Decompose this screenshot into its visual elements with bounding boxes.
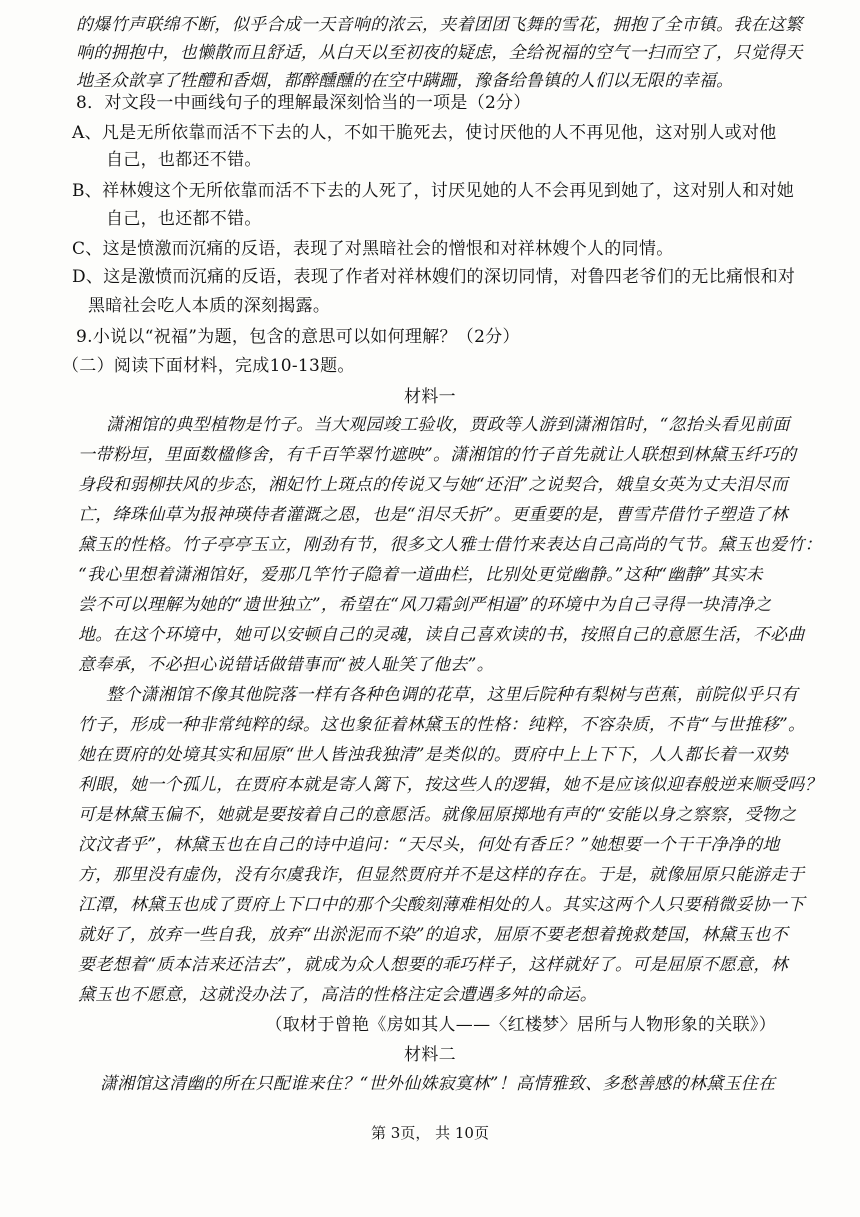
material-1-line: 她在贾府的处境其实和屈原“世人皆浊我独清”是类似的。贾府中上上下下，人人都长着一双势 [78, 745, 788, 765]
material-1-line: 整个潇湘馆不像其他院落一样有各种色调的花草，这里后院种有梨树与芭蕉，前院似乎只有 [106, 685, 798, 705]
material-2-title-text: 材料二 [404, 1045, 456, 1065]
option-a-line2: 自己，也都还不错。 [106, 150, 262, 170]
material-1-line: 黛玉的性格。竹子亭亭玉立，刚劲有节，很多文人雅士借竹来表达自己高尚的气节。黛玉也爱竹： [78, 535, 822, 555]
material-1-line: 亡，绛珠仙草为报神瑛侍者灌溉之恩，也是“泪尽夭折”。更重要的是，曹雪芹借竹子塑造了林 [78, 505, 788, 525]
option-d-line1: D、这是激愤而沉痛的反语，表现了作者对祥林嫂们的深切同情，对鲁四老爷们的无比痛恨和对 [72, 267, 796, 287]
passage-line: 响的拥抱中，也懒散而且舒适，从白天以至初夜的疑虑，全给祝福的空气一扫而空了，只觉得天 [76, 43, 803, 63]
option-b-line2: 自己，也还都不错。 [106, 209, 262, 229]
material-1-line: 江潭，林黛玉也成了贾府上下口中的那个尖酸刻薄难相处的人。其实这两个人只要稍微妥协一下 [78, 895, 805, 915]
material-1-line: 黛玉也不愿意，这就没办法了，高洁的性格注定会遭遇多舛的命运。 [78, 985, 597, 1005]
material-1-title-text: 材料一 [404, 387, 456, 407]
material-1-line: 要老想着“质本洁来还洁去”，就成为众人想要的乖巧样子，这样就好了。可是屈原不愿意，林 [78, 955, 788, 975]
section-2-text: （二）阅读下面材料，完成10-13题。 [62, 356, 355, 376]
passage-line: 的爆竹声联绵不断，似乎合成一天音响的浓云，夹着团团飞舞的雪花，拥抱了全市镇。我在这繁 [76, 15, 803, 35]
material-1-source-text: （取材于曾艳《房如其人——〈红楼梦〉居所与人物形象的关联》） [265, 1015, 776, 1035]
option-a-line1: A、凡是无所依靠而活不下去的人，不如干脆死去，使讨厌他的人不再见他，这对别人或对他 [72, 123, 777, 143]
page-top-edge [0, 0, 860, 10]
material-1-line: 竹子，形成一种非常纯粹的绿。这也象征着林黛玉的性格：纯粹，不容杂质，不肯“与世推移”。 [78, 715, 806, 735]
question-9-text: 9.小说以“祝福”为题，包含的意思可以如何理解？（2分） [76, 327, 520, 347]
option-c-line1: C、这是愤激而沉痛的反语，表现了对黑暗社会的憎恨和对祥林嫂个人的同情。 [72, 239, 674, 259]
material-1-line: 地。在这个环境中，她可以安顿自己的灵魂，读自己喜欢读的书，按照自己的意愿生活，不必曲 [78, 625, 805, 645]
material-1-line: 利眼，她一个孤儿，在贾府本就是寄人篱下，按这些人的逻辑，她不是应该似迎春般逆来顺受吗？ [78, 775, 822, 795]
option-b-line1: B、祥林嫂这个无所依靠而活不下去的人死了，讨厌见她的人不会再见到她了，这对别人和对她 [72, 181, 795, 201]
material-1-line: 潇湘馆的典型植物是竹子。当大观园竣工验收，贾政等人游到潇湘馆时，“忽抬头看见前面 [106, 415, 790, 435]
material-1-line: 方，那里没有虚伪，没有尔虞我诈，但显然贾府并不是这样的存在。于是，就像屈原只能游走于 [78, 865, 805, 885]
option-d-line2: 黑暗社会吃人本质的深刻揭露。 [88, 296, 331, 316]
material-2-line: 潇湘馆这清幽的所在只配谁来住？“世外仙姝寂寞林”！高情雅致、多愁善感的林黛玉住在 [100, 1074, 776, 1094]
material-1-line: 身段和弱柳扶风的步态，湘妃竹上斑点的传说又与她“还泪”之说契合，娥皇女英为丈夫泪尽而 [78, 475, 788, 495]
material-1-line: 一带粉垣，里面数楹修舍，有千百竿翠竹遮映”。潇湘馆的竹子首先就让人联想到林黛玉纤巧的 [78, 445, 797, 465]
material-1-line: 尝不可以理解为她的“遗世独立”，希望在“风刀霜剑严相逼”的环境中为自己寻得一块清净之 [78, 595, 772, 615]
material-1-line: “我心里想着潇湘馆好，爱那几竿竹子隐着一道曲栏，比别处更觉幽静。”这种“幽静”其实未 [78, 565, 763, 585]
material-1-line: 汶汶者乎”，林黛玉也在自己的诗中追问：“天尽头，何处有香丘？”她想要一个干干净净的地 [78, 835, 780, 855]
question-8-stem: 8．对文段一中画线句子的理解最深刻恰当的一项是（2分） [76, 93, 531, 113]
page-footer: 第 3页， 共 10页 [371, 1124, 489, 1142]
passage-line: 地圣众歆享了牲醴和香烟，都醉醺醺的在空中蹒跚，豫备给鲁镇的人们以无限的幸福。 [76, 71, 734, 91]
material-1-line: 意奉承，不必担心说错话做错事而“被人耻笑了他去”。 [78, 655, 494, 675]
material-1-line: 就好了，放弃一些自我，放弃“出淤泥而不染”的追求，屈原不要老想着挽救楚国，林黛玉也不 [78, 925, 788, 945]
material-1-line: 可是林黛玉偏不，她就是要按着自己的意愿活。就像屈原掷地有声的“安能以身之察察，受物之 [78, 805, 797, 825]
